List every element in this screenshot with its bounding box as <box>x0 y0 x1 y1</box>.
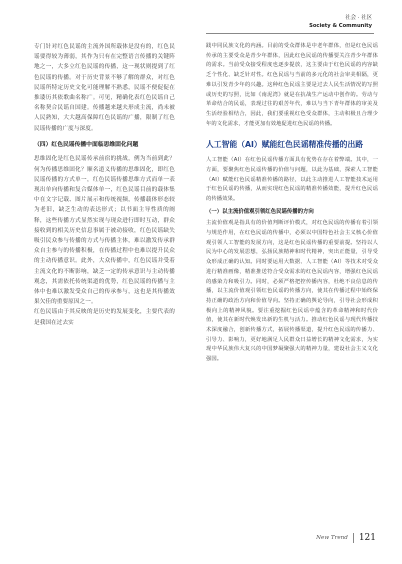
magazine-name: New Trend <box>316 535 348 541</box>
section-title-en: Society & Community <box>309 23 372 30</box>
subheading: （四）红色民谣传播中面临思维固化问题 <box>34 141 139 148</box>
footer-divider <box>353 533 354 543</box>
body-paragraph: 专门针对红色民谣的主流外国所载体是没有的，红色民谣要得较为薄弱，其作为只有在完整语言传播的关键阵地之一，大多立红色民谣的传播，这一现状则提到了红色民谣的传播。对于历史背景不够了解的群众，对红色民谣所特定历史文化可能理解不熟悉，民谣不便促促在推诿历其依歌曲名称广。可见，精确化表红色民谣自己名称契合民谣自国建。传播越来越夫形成主流，尚未被人民熟知，大大越高保障红色民谣的广播，限制了红色民谣传播的广度与深度。 <box>34 44 175 132</box>
body-paragraph: 践中同民族文化的内涵。目前的受众群体是中老年群体，但是红色民谣传承的主要受众是青少年群体，因此红色民谣的传播要关注青少年群体的需求。当前受众接受程度也逐步提放，这主要由于红色民谣的内容缺乏个性化、缺乏针对性。红色民谣与当前的多元化的社会审美相隔，更难以引发青少年的兴趣。这种红色民谣主要是过去人民生活情况的写照或历史的写照，比如《南泥湾》就是在抗战生产运动中创作的。劳动与革命结合的民谣，表现过往的艰苦年代，难以与当下青年群体的审美及生活经验相结合，因此，我们要重视红色受众群体，主动积极且合理少年的文化需求，才能更加有效地促进红色民谣的传播。 <box>206 43 378 127</box>
right-column <box>206 42 378 365</box>
section-title-cn: 社会 · 社区 <box>345 15 372 21</box>
subheading: （一）以主流价值观引领红色民谣传播的方向 <box>206 208 314 215</box>
body-paragraph: 思维固化是红色民谣传承前宿的挑战，例为当前到此？何为传播思维固化？顺名道义传播的思维固化，即红色民谣传播的方式单一，红色民谣传播思维方式而单一表现出单向传播和复合媒体单一，红色民谣目前的载体集中在文字记载、图片展示和传统视频，传播载体形态较为老旧，缺乏生动的表达形式；以书面主导性质的阐释，这些传播方式显然实现与现众进行即时互动，群众接收到的相关历史信息事属于被动接收，红色民谣缺失吸引民众参与传播的方式与传播主体，难以激发传承群众自主参与的传播积极，在传播过程中也难以提升民众的主动传播意识。此外，大众传播中，红色民谣并受着主流文化的不断影响，缺乏一定的传承意识与主动传播观念，其需依托传统渠道的优势，红色民谣的传播与主体中也难以激发受众自己的传承参与，这也是其传播效果欠佳的重要原因之一。 <box>34 156 175 306</box>
body-paragraph: 红色民谣由于其反映的是历史的发展变化，主要代表的是我国在过去实 <box>34 309 175 326</box>
body-paragraph: 人工智能（AI）在红色民谣传播方面具有优势在存在着弊端。其中，一方面，要聚焦红色民谣传播的价值与问题，以此为基础，探索人工智能（AI）赋能红色民谣精准传播的路径，以此主动推进人工智能技术运用于红色民谣的传播，从而实现红色民谣的精准传播效能，提升红色民谣的传播效果。 <box>206 157 378 203</box>
header-divider <box>206 33 374 34</box>
page-number: 121 <box>358 533 376 543</box>
page-header <box>309 16 372 30</box>
page-footer <box>316 533 376 543</box>
section-heading: 人工智能（AI）赋能红色民谣精准传播的出路 <box>206 140 364 150</box>
left-column <box>34 42 175 328</box>
body-paragraph: 主流价值观是指具有的价值判断评价模式，对红色民谣的传播有着引领与规范作用，在红色民谣的传播中，必须以中国特色社会主义核心价值观引领人工智能的发展方向，这是红色民谣传播的重要前提。坚持以人民为中心的发展思想，弘扬民族精神和时代精神，突出正能量，引导受众形成正确的认知。同时要运用大数据、人工智能（AI）等技术对受众进行精准画像，精准推送符合受众需求的红色民谣内容，增强红色民谣的感染力和吸引力。同时，必须严格把控传播内容，杜绝不良信息的传播，以主流价值观引领红色民谣的传播方向，使其在传播过程中始终保持正确的政治方向和价值导向。坚持正确的舆论导向，引导社会形成积极向上的精神风貌。要注重挖掘红色民谣中蕴含的革命精神和时代价值，使其在新时代焕发出新的生机与活力。推动红色民谣与现代传播技术深度融合，创新传播方式，拓展传播渠道，提升红色民谣的传播力、引导力、影响力，更好地满足人民群众日益增长的精神文化需求，为实现中华民族伟大复兴的中国梦凝聚强大的精神力量，建设社会主义文化强国。 <box>206 220 378 363</box>
